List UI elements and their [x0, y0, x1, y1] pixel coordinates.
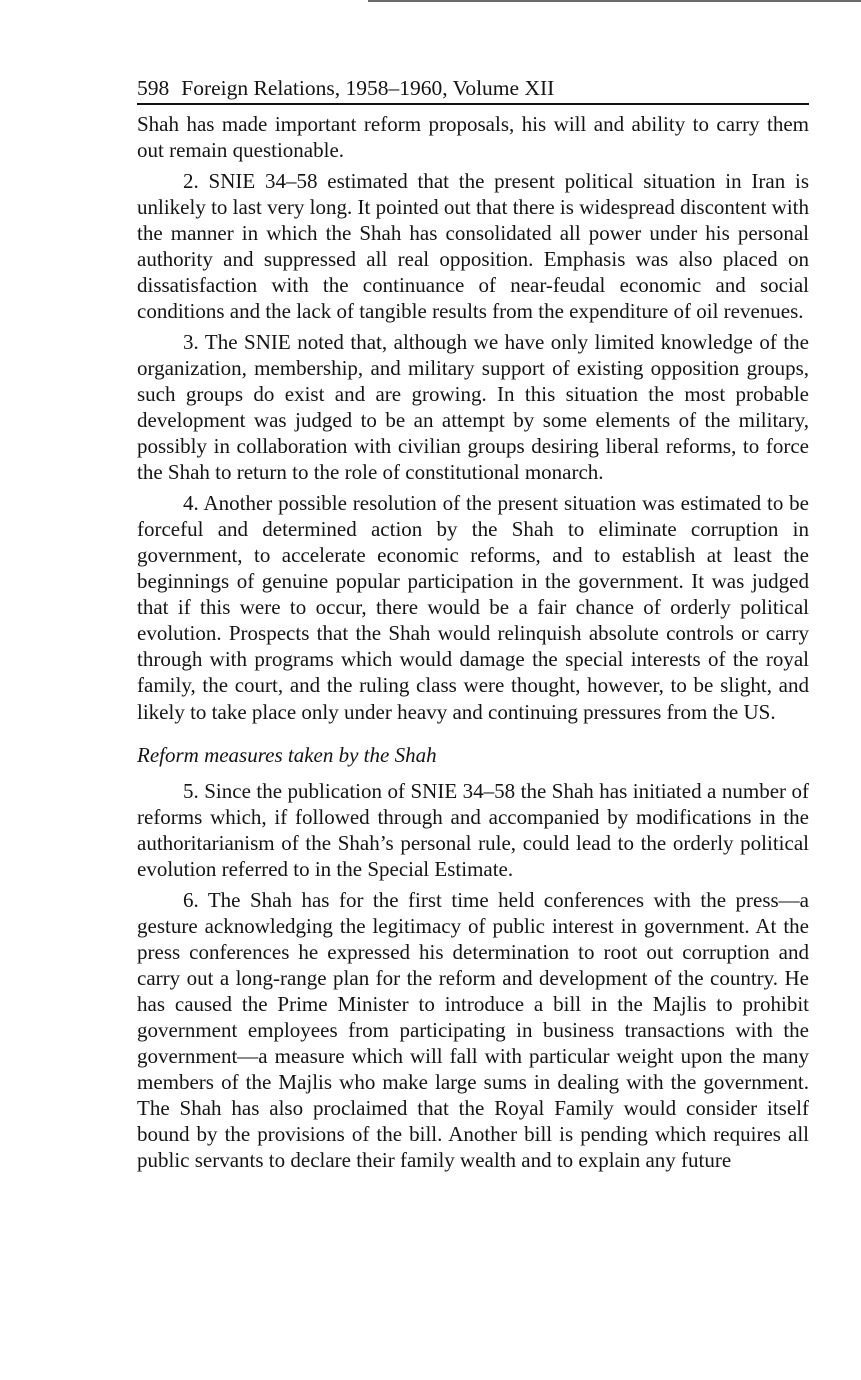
document-page: [137, 73, 809, 1178]
paragraph-6: 6. The Shah has for the first time held conferences with the press—a gesture acknowledging the legitimacy of public interest in government. At the press conferences he expressed his determination to root out corruption and carry out a long-range plan for the reform and development of the country. He has caused the Prime Minister to introduce a bill in the Majlis to prohibit government employees from participating in business transactions with the government—a measure which will fall with particular weight upon the many members of the Majlis who make large sums in dealing with the government. The Shah has also proclaimed that the Royal Family would consider itself bound by the provisions of the bill. Another bill is pending which requires all public servants to declare their family wealth and to explain any future: [137, 887, 809, 1173]
document-body: [137, 111, 809, 1174]
paragraph-4: 4. Another possible resolution of the present situation was estimated to be forceful and determined action by the Shah to eliminate corruption in government, to accelerate economic reforms, and to establish at least the beginnings of genuine popular participation in the government. It was judged that if this were to occur, there would be a fair chance of orderly political evolution. Prospects that the Shah would relinquish absolute controls or carry through with programs which would damage the special interests of the royal family, the court, and the ruling class were thought, however, to be slight, and likely to take place only under heavy and continuing pressures from the US.: [137, 490, 809, 724]
paragraph-continuation: Shah has made important reform proposals, his will and ability to carry them out remain questionable.: [137, 112, 809, 163]
top-edge-rule: [368, 0, 861, 2]
running-header: [137, 73, 809, 105]
paragraph-2: 2. SNIE 34–58 estimated that the present political situation in Iran is unlikely to last very long. It pointed out that there is widespread discontent with the manner in which the Shah has consolidated all power under his personal authority and suppressed all real opposition. Emphasis was also placed on dissatisfaction with the continuance of near-feudal economic and social conditions and the lack of tangible results from the expenditure of oil revenues.: [137, 168, 809, 324]
page-number: 598: [137, 76, 170, 100]
paragraph-3: 3. The SNIE noted that, although we have only limited knowledge of the organization, membership, and military support of existing opposition groups, such groups do exist and are growing. In this situation the most probable development was judged to be an attempt by some elements of the military, possibly in collaboration with civilian groups desiring liberal reforms, to force the Shah to return to the role of constitutional monarch.: [137, 329, 809, 485]
section-heading: Reform measures taken by the Shah: [137, 742, 437, 767]
paragraph-5: 5. Since the publication of SNIE 34–58 the Shah has initiated a number of reforms which, if followed through and accompanied by modifications in the authoritarianism of the Shah’s personal rule, could lead to the orderly political evolution referred to in the Special Estimate.: [137, 778, 809, 881]
running-title: Foreign Relations, 1958–1960, Volume XII: [181, 76, 555, 100]
